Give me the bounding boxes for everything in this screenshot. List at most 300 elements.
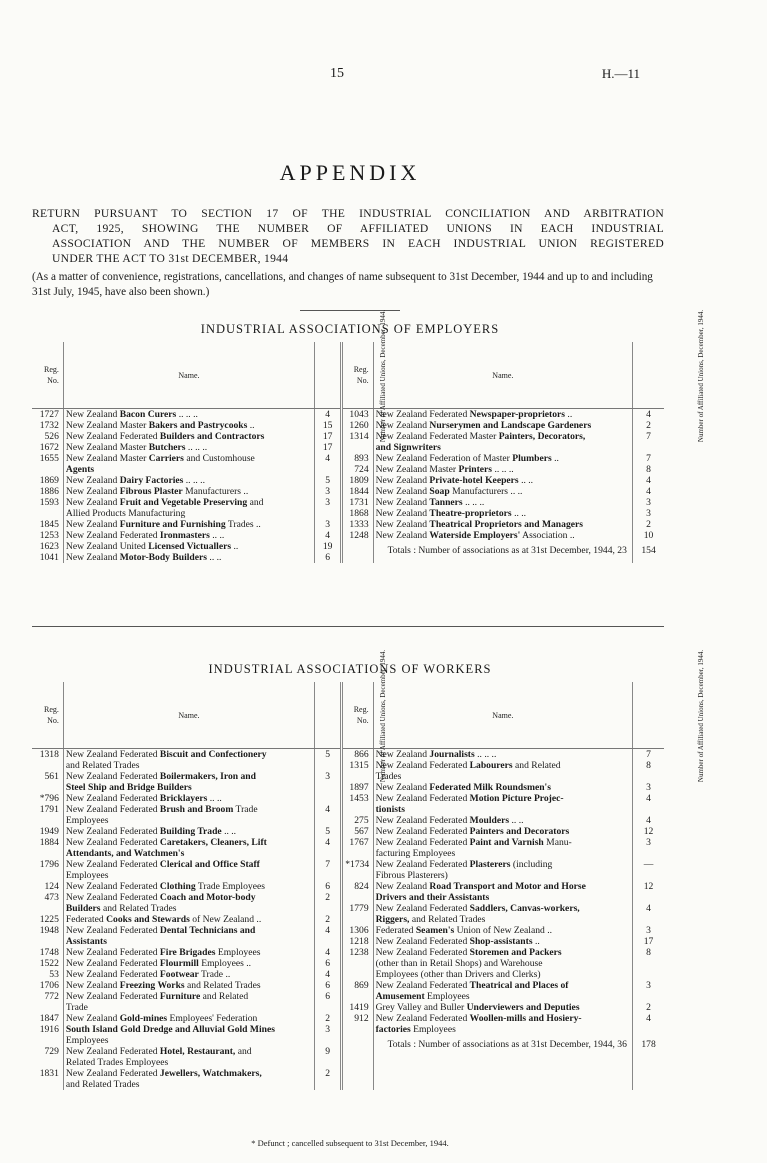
- association-key-name: Furniture: [159, 991, 201, 1002]
- association-name: New Zealand Soap Manufacturers .. ..: [373, 486, 632, 497]
- name-header: Name.: [373, 342, 632, 409]
- reg-number: 1779: [342, 903, 373, 914]
- affiliated-count: [315, 782, 342, 793]
- reg-number: 1809: [342, 475, 373, 486]
- association-name: New Zealand Master Carriers and Customhouse: [63, 453, 314, 464]
- affiliated-count: 4: [633, 409, 664, 421]
- affiliated-count: [633, 1057, 664, 1068]
- affiliated-count: 4: [315, 947, 342, 958]
- table-row: [32, 837, 664, 848]
- association-name: New Zealand Waterside Employers' Association ..: [373, 530, 632, 541]
- affiliated-count: 4: [633, 903, 664, 914]
- association-key-name: South Island Gold Dredge and Alluvial Gold Mines: [65, 1024, 275, 1035]
- reg-number: 1225: [39, 914, 59, 925]
- association-name: [373, 442, 632, 453]
- table-row: [32, 1013, 664, 1024]
- table-row: [32, 431, 664, 442]
- table-row: [32, 793, 664, 804]
- association-name: [63, 848, 314, 859]
- affiliated-count: [633, 870, 664, 881]
- affiliated-count: [633, 892, 664, 903]
- workers-section-title: INDUSTRIAL ASSOCIATIONS OF WORKERS: [208, 662, 492, 676]
- table-row: [32, 771, 664, 782]
- affiliated-count: [633, 1024, 664, 1035]
- reg-number: [32, 760, 63, 771]
- reg-number: 1306: [342, 925, 373, 936]
- affiliated-count: 8: [633, 947, 664, 958]
- reg-number: [342, 541, 373, 552]
- affiliated-count: —: [633, 859, 664, 870]
- association-name: New Zealand Federated Furniture and Related: [63, 991, 314, 1002]
- affiliated-count: [633, 969, 664, 980]
- reg-number: [342, 848, 373, 859]
- affiliated-count: [315, 793, 342, 804]
- reg-number: 1453: [342, 793, 373, 804]
- reg-number: [32, 815, 63, 826]
- table-row: [32, 497, 664, 508]
- table-row: [32, 914, 664, 925]
- affiliated-count: 4: [633, 475, 664, 486]
- association-key-name: Soap: [429, 486, 450, 497]
- association-name: New Zealand Federated Paint and Varnish Manu-: [373, 837, 632, 848]
- affiliated-count: [315, 848, 342, 859]
- affiliated-count: 2: [315, 1013, 342, 1024]
- reg-number: *1734: [342, 859, 373, 870]
- association-key-name: Footwear: [159, 969, 199, 980]
- reg-number: 1623: [39, 541, 59, 552]
- affiliated-count: 7: [315, 859, 342, 870]
- association-name: New Zealand Federated Saddlers, Canvas-workers,: [373, 903, 632, 914]
- association-name: New Zealand Gold-mines Employees' Federation: [63, 1013, 314, 1024]
- association-name: New Zealand Dairy Factories .. .. ..: [63, 475, 314, 486]
- association-name: (other than in Retail Shops) and Warehouse: [373, 958, 632, 969]
- association-key-name: Butchers: [148, 442, 186, 453]
- association-name: New Zealand Federated Clerical and Office Staff: [63, 859, 314, 870]
- name-header: Name.: [63, 682, 314, 749]
- reg-number: [32, 508, 63, 519]
- association-key-name: Plumbers: [512, 453, 552, 464]
- reg-number: [32, 782, 63, 793]
- table-row: [32, 859, 664, 870]
- reg-number: 1791: [39, 804, 59, 815]
- association-key-name: Carriers: [148, 453, 184, 464]
- association-key-name: Tanners: [429, 497, 463, 508]
- reg-number: 1767: [342, 837, 373, 848]
- association-key-name: Saddlers, Canvas-workers,: [469, 903, 580, 914]
- association-name: New Zealand Federated Fire Brigades Employees: [63, 947, 314, 958]
- reg-number: 1315: [342, 760, 373, 771]
- reg-number: 53: [49, 969, 59, 980]
- association-key-name: Drivers and their Assistants: [375, 892, 490, 903]
- table-row: [32, 442, 664, 453]
- association-name: New Zealand Federated Caretakers, Cleaners, Lift: [63, 837, 314, 848]
- reg-number: 1868: [342, 508, 373, 519]
- association-name: [63, 464, 314, 475]
- table-row: [32, 409, 664, 421]
- table-row: [32, 420, 664, 431]
- association-key-name: Plasterers: [469, 859, 511, 870]
- reg-number: 729: [44, 1046, 59, 1057]
- affiliated-count: [633, 442, 664, 453]
- affiliated-count: 9: [315, 1046, 342, 1057]
- reg-number: [342, 892, 373, 903]
- association-key-name: Underviewers and Deputies: [466, 1002, 580, 1013]
- affiliated-count: [315, 1035, 342, 1046]
- affiliated-count: 12: [633, 826, 664, 837]
- association-name: [373, 1068, 632, 1079]
- affiliated-count: 2: [315, 1068, 342, 1079]
- association-name: Amusement Employees: [373, 991, 632, 1002]
- association-key-name: Gold-mines: [119, 1013, 168, 1024]
- return-title: [32, 206, 664, 266]
- association-name: New Zealand United Licensed Victuallers ..: [63, 541, 314, 552]
- affiliated-count: 4: [633, 815, 664, 826]
- affiliated-count: [633, 914, 664, 925]
- reg-number: 1253: [39, 530, 59, 541]
- association-name: New Zealand Federated Ironmasters .. ..: [63, 530, 314, 541]
- name-header: Name.: [373, 682, 632, 749]
- association-name: factories Employees: [373, 1024, 632, 1035]
- association-key-name: Agents: [65, 464, 95, 475]
- reg-number: 1672: [39, 442, 59, 453]
- affiliated-count: [315, 464, 342, 475]
- reg-number: [342, 771, 373, 782]
- affiliated-count: 3: [633, 925, 664, 936]
- association-name: New Zealand Master Bakers and Pastrycooks ..: [63, 420, 314, 431]
- appendix-title: APPENDIX: [279, 160, 421, 185]
- table-row: [32, 936, 664, 947]
- association-name: New Zealand Fruit and Vegetable Preserving and: [63, 497, 314, 508]
- reg-number: 824: [342, 881, 373, 892]
- table-row: [32, 749, 664, 761]
- reg-number: 1522: [39, 958, 59, 969]
- association-name: [63, 936, 314, 947]
- reg-number: 1314: [342, 431, 373, 442]
- association-key-name: Waterside Employers': [429, 530, 521, 541]
- association-name: [63, 782, 314, 793]
- association-name: New Zealand Federated Jewellers, Watchmakers,: [63, 1068, 314, 1079]
- table-row: [32, 848, 664, 859]
- return-title-line: UNDER THE ACT TO 31st DECEMBER, 1944: [52, 252, 289, 265]
- association-key-name: Storemen and Packers: [469, 947, 562, 958]
- association-key-name: Fire Brigades: [159, 947, 216, 958]
- affiliated-count: 5: [315, 749, 342, 761]
- return-title-line: ACT, 1925, SHOWING THE NUMBER OF AFFILIATED UNIONS IN EACH INDUSTRIAL: [52, 222, 664, 235]
- affiliated-count: 4: [633, 1013, 664, 1024]
- totals-number: 154: [633, 541, 664, 563]
- association-name: New Zealand Journalists .. .. ..: [373, 749, 632, 761]
- totals-text: Totals : Number of associations as at 31st December, 1944, 23: [373, 541, 632, 563]
- association-key-name: Biscuit and Confectionery: [159, 749, 267, 760]
- table-row: [32, 1002, 664, 1013]
- table-row: [32, 1079, 664, 1090]
- reg-number: 1948: [39, 925, 59, 936]
- affiliated-count: [315, 508, 342, 519]
- reg-number: [342, 870, 373, 881]
- affiliated-count: 4: [315, 453, 342, 464]
- association-name: New Zealand Theatre-proprietors .. ..: [373, 508, 632, 519]
- affiliated-count: [633, 804, 664, 815]
- association-name: New Zealand Federated Motion Picture Projec-: [373, 793, 632, 804]
- affiliated-count: 4: [633, 793, 664, 804]
- reg-number: 893: [342, 453, 373, 464]
- affiliated-count: 8: [633, 760, 664, 771]
- association-key-name: Theatre-proprietors: [429, 508, 512, 519]
- table-row: [32, 1068, 664, 1079]
- table-row: [32, 804, 664, 815]
- reg-number: 869: [342, 980, 373, 991]
- reg-number: [342, 969, 373, 980]
- affiliated-count: [315, 815, 342, 826]
- association-name: New Zealand Federated Painters and Decorators: [373, 826, 632, 837]
- affiliated-count: 2: [633, 1002, 664, 1013]
- association-name: Allied Products Manufacturing: [63, 508, 314, 519]
- table-row: [32, 760, 664, 771]
- affiliated-count: [633, 771, 664, 782]
- affiliated-count: 6: [315, 881, 342, 892]
- affiliated-count: 3: [315, 497, 342, 508]
- reg-number: 567: [342, 826, 373, 837]
- association-name: New Zealand Master Printers .. .. ..: [373, 464, 632, 475]
- association-key-name: Painters and Decorators: [469, 826, 570, 837]
- document-code: H.—11: [601, 66, 640, 81]
- affiliated-count: 2: [633, 519, 664, 530]
- reg-number: 1884: [39, 837, 59, 848]
- reg-number: [342, 1046, 373, 1057]
- reg-header: Reg. No.: [342, 682, 373, 749]
- association-name: New Zealand Federated Biscuit and Confectionery: [63, 749, 314, 761]
- reg-number: 124: [44, 881, 59, 892]
- affiliated-count: 6: [315, 958, 342, 969]
- table-row: [32, 991, 664, 1002]
- association-key-name: Motor-Body Builders: [119, 552, 208, 563]
- reg-number: 1593: [39, 497, 59, 508]
- association-key-name: Attendants, and Watchmen's: [65, 848, 185, 859]
- affiliated-count: 3: [633, 497, 664, 508]
- reg-number: [32, 1002, 63, 1013]
- affiliated-count: 19: [315, 541, 342, 552]
- affiliated-count-header: Number of Affiliated Unions, December, 1944.: [633, 342, 664, 409]
- table-row: [32, 815, 664, 826]
- association-name: New Zealand Federated Coach and Motor-body: [63, 892, 314, 903]
- affiliated-count: [633, 991, 664, 1002]
- association-key-name: Brush and Broom: [159, 804, 234, 815]
- reg-number: 1706: [39, 980, 59, 991]
- association-key-name: Painters, Decorators,: [498, 431, 586, 442]
- association-name: New Zealand Federated Shop-assistants ..: [373, 936, 632, 947]
- association-name: Employees: [63, 815, 314, 826]
- affiliated-count: 8: [633, 464, 664, 475]
- affiliated-count: 4: [315, 837, 342, 848]
- reg-number: 561: [44, 771, 59, 782]
- association-key-name: Newspaper-proprietors: [469, 409, 566, 420]
- association-key-name: Bricklayers: [159, 793, 208, 804]
- association-key-name: Licensed Victuallers: [148, 541, 232, 552]
- association-key-name: Freezing Works: [119, 980, 185, 991]
- association-name: New Zealand Federated Building Trade .. ..: [63, 826, 314, 837]
- association-name: Related Trades Employees: [63, 1057, 314, 1068]
- affiliated-count: 5: [315, 826, 342, 837]
- reg-number: 1732: [39, 420, 59, 431]
- reg-number: [342, 958, 373, 969]
- association-name: New Zealand Federated Flourmill Employees ..: [63, 958, 314, 969]
- reg-number: [32, 1057, 63, 1068]
- association-name: Grey Valley and Buller Underviewers and Deputies: [373, 1002, 632, 1013]
- affiliated-count: 3: [315, 519, 342, 530]
- association-name: Trades: [373, 771, 632, 782]
- return-title-line: RETURN PURSUANT TO SECTION 17 OF THE INDUSTRIAL CONCILIATION AND ARBITRATION: [32, 207, 664, 220]
- association-name: New Zealand Federated Bricklayers .. ..: [63, 793, 314, 804]
- association-key-name: Assistants: [65, 936, 107, 947]
- affiliated-count: 3: [633, 782, 664, 793]
- affiliated-count: 7: [633, 431, 664, 442]
- association-key-name: Caretakers, Cleaners, Lift: [159, 837, 267, 848]
- reg-number: 1238: [342, 947, 373, 958]
- table-row: [32, 453, 664, 464]
- association-name: Fibrous Plasterers): [373, 870, 632, 881]
- reg-number: 866: [342, 749, 373, 761]
- association-name: Federated Cooks and Stewards of New Zealand ..: [63, 914, 314, 925]
- association-key-name: Dairy Factories: [119, 475, 184, 486]
- association-name: New Zealand Federated Storemen and Packers: [373, 947, 632, 958]
- footnote: * Defunct ; cancelled subsequent to 31st December, 1944.: [251, 1138, 449, 1148]
- affiliated-count: [633, 1079, 664, 1090]
- association-key-name: Bakers and Pastrycooks: [148, 420, 248, 431]
- association-key-name: Cooks and Stewards: [106, 914, 190, 925]
- association-name: New Zealand Federated Builders and Contractors: [63, 431, 314, 442]
- association-key-name: Fibrous Plaster: [119, 486, 183, 497]
- association-key-name: Road Transport and Motor and Horse: [429, 881, 586, 892]
- employers-section-title: INDUSTRIAL ASSOCIATIONS OF EMPLOYERS: [200, 322, 500, 336]
- association-name: New Zealand Freezing Works and Related Trades: [63, 980, 314, 991]
- association-key-name: Journalists: [429, 749, 475, 760]
- association-key-name: Fruit and Vegetable Preserving: [119, 497, 248, 508]
- reg-number: [32, 1079, 63, 1090]
- affiliated-count: 2: [633, 420, 664, 431]
- association-name: New Zealand Federated Woollen-mills and Hosiery-: [373, 1013, 632, 1024]
- association-key-name: Clerical and Office Staff: [159, 859, 260, 870]
- association-name: Riggers, and Related Trades: [373, 914, 632, 925]
- association-key-name: Riggers,: [375, 914, 410, 925]
- association-key-name: Motion Picture Projec-: [469, 793, 564, 804]
- totals-number: 178: [633, 1035, 664, 1057]
- reg-number: 1318: [39, 749, 59, 760]
- reg-number: [342, 442, 373, 453]
- reg-number: 1844: [342, 486, 373, 497]
- affiliated-count: 4: [633, 486, 664, 497]
- reg-number: 1897: [342, 782, 373, 793]
- totals-text: Totals : Number of associations as at 31st December, 1944, 36: [373, 1035, 632, 1057]
- association-key-name: factories: [375, 1024, 411, 1035]
- affiliated-count: 17: [633, 936, 664, 947]
- reg-number: [342, 914, 373, 925]
- association-name: [373, 1079, 632, 1090]
- reg-number: [342, 1057, 373, 1068]
- affiliated-count: 17: [315, 442, 342, 453]
- table-row: [32, 1035, 664, 1046]
- association-key-name: Seamen's: [415, 925, 455, 936]
- reg-number: [342, 1024, 373, 1035]
- association-name: New Zealand Theatrical Proprietors and Managers: [373, 519, 632, 530]
- table-row: [32, 870, 664, 881]
- affiliated-count: 4: [315, 804, 342, 815]
- association-name: New Zealand Federated Plasterers (including: [373, 859, 632, 870]
- association-key-name: Jewellers, Watchmakers,: [159, 1068, 262, 1079]
- reg-number: 724: [342, 464, 373, 475]
- association-name: New Zealand Federated Theatrical and Places of: [373, 980, 632, 991]
- association-name: Federated Seamen's Union of New Zealand ..: [373, 925, 632, 936]
- affiliated-count: 3: [633, 980, 664, 991]
- association-name: New Zealand Federated Hotel, Restaurant, and: [63, 1046, 314, 1057]
- reg-number: [32, 936, 63, 947]
- reg-number: 1727: [39, 409, 59, 420]
- association-name: New Zealand Federated Brush and Broom Trade: [63, 804, 314, 815]
- reg-number: 1831: [39, 1068, 59, 1079]
- affiliated-count: 4: [315, 925, 342, 936]
- association-name: [373, 804, 632, 815]
- table-row: [32, 530, 664, 541]
- association-name: New Zealand Federated Clothing Trade Employees: [63, 881, 314, 892]
- association-key-name: Boilermakers, Iron and: [159, 771, 256, 782]
- affiliated-count: 3: [633, 508, 664, 519]
- reg-number: 1916: [39, 1024, 59, 1035]
- affiliated-count-header: Number of Affiliated Unions, December, 1944.: [315, 342, 342, 409]
- table-row: [32, 969, 664, 980]
- association-name: New Zealand Motor-Body Builders .. ..: [63, 552, 314, 563]
- affiliated-count: 3: [315, 1024, 342, 1035]
- association-key-name: Nurserymen and Landscape Gardeners: [429, 420, 592, 431]
- table-row: [32, 903, 664, 914]
- name-header: Name.: [63, 342, 314, 409]
- reg-number: 1748: [39, 947, 59, 958]
- reg-number: [32, 903, 63, 914]
- association-name: facturing Employees: [373, 848, 632, 859]
- association-name: New Zealand Fibrous Plaster Manufacturers ..: [63, 486, 314, 497]
- table-row: [32, 947, 664, 958]
- association-name: [63, 1024, 314, 1035]
- association-key-name: Hotel, Restaurant,: [159, 1046, 236, 1057]
- association-name: New Zealand Federated Master Painters, Decorators,: [373, 431, 632, 442]
- association-name: New Zealand Nurserymen and Landscape Gardeners: [373, 420, 632, 431]
- association-name: Trade: [63, 1002, 314, 1013]
- reg-number: 1218: [342, 936, 373, 947]
- table-row: [32, 881, 664, 892]
- association-key-name: Dental Technicians and: [159, 925, 256, 936]
- reg-header: Reg. No.: [32, 342, 63, 409]
- table-row: [32, 486, 664, 497]
- affiliated-count: 4: [315, 969, 342, 980]
- reg-header: Reg. No.: [32, 682, 63, 749]
- association-key-name: Building Trade: [159, 826, 222, 837]
- table-row: [32, 475, 664, 486]
- association-name: New Zealand Federated Dental Technicians and: [63, 925, 314, 936]
- reg-number: 1419: [342, 1002, 373, 1013]
- association-name: [373, 892, 632, 903]
- divider: [32, 626, 664, 627]
- association-key-name: Labourers: [469, 760, 513, 771]
- association-name: New Zealand Road Transport and Motor and Horse: [373, 881, 632, 892]
- association-key-name: Flourmill: [159, 958, 199, 969]
- table-row: [32, 892, 664, 903]
- association-name: New Zealand Federated Footwear Trade ..: [63, 969, 314, 980]
- association-name: New Zealand Federated Labourers and Related: [373, 760, 632, 771]
- table-row: [32, 826, 664, 837]
- affiliated-count: 17: [315, 431, 342, 442]
- reg-number: 1655: [39, 453, 59, 464]
- affiliated-count: [633, 848, 664, 859]
- reg-number: [342, 552, 373, 563]
- reg-number: 1847: [39, 1013, 59, 1024]
